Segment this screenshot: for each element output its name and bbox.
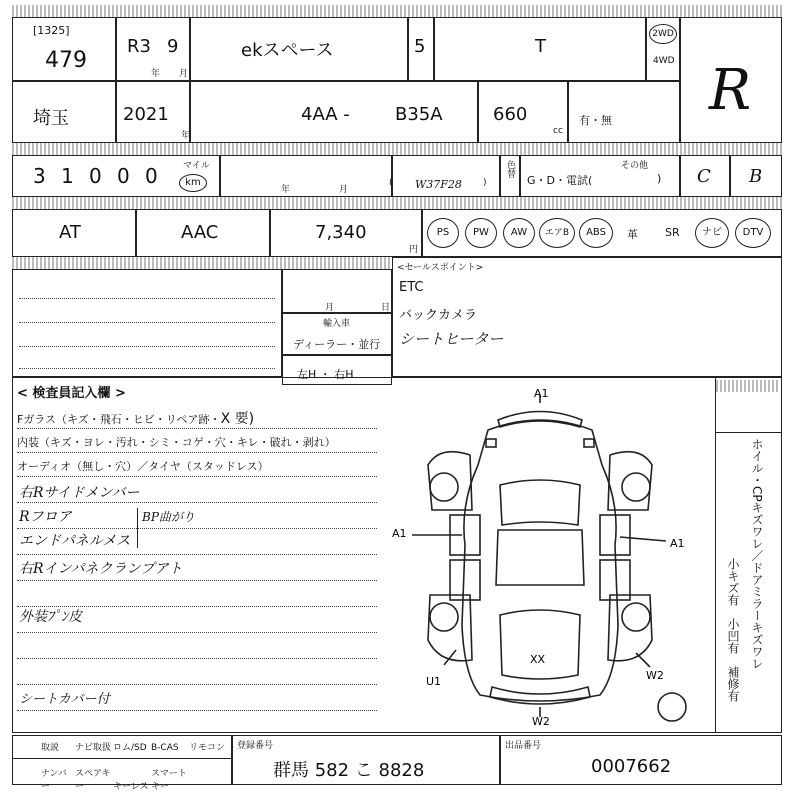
repair-line [19,346,275,347]
mileage-digits [33,164,173,188]
doors: 5 [414,36,426,57]
option-leather: 革 [627,228,638,241]
model-name: ekスペース [241,40,334,61]
sales-points-title: <セールスポイント> [397,263,484,273]
inspector-rule [17,684,377,685]
leader-line [620,537,666,541]
option-aw [503,218,535,248]
year-unit: 年 [151,69,161,79]
damage-label-left: A1 [392,527,407,540]
side-remarks-rule [716,432,782,433]
year-ad: 2021 [123,104,169,125]
grade-interior: B [749,166,763,187]
side-remarks-col1: ホイル・CPキズワレ／ドアミラーキズワレ [750,438,764,670]
repair-history-box [12,269,282,377]
plate: 群馬 582 こ 8828 [273,760,425,781]
fender-front-left [428,452,472,510]
grade-interior-box [730,155,782,197]
inspector-note: シートカバー付 [19,692,110,707]
year-box [116,17,190,81]
mileage-unit-top: マイル [183,161,210,171]
record-month: 月 [325,303,335,313]
color-paren-close: ) [483,178,487,188]
grade: T [535,36,546,57]
drive-4wd: 4WD [653,56,675,66]
option-dtv-label: DTV [742,227,764,238]
option-ps-label: PS [436,227,450,238]
wheel-rear-left [430,603,458,631]
inspector-rule [17,554,377,555]
damage-label-rear-left: U1 [426,675,442,688]
mileage-digit: 1 [61,164,74,188]
record-day: 日 [381,303,391,313]
inspector-line1-mark: X 要) [220,411,255,427]
import-label: 輸入車 [323,319,351,329]
plate-box [232,735,500,785]
footer-items-box [12,735,232,792]
color-options-close: ) [657,172,662,185]
inspector-rule [17,580,377,581]
inspection-year: 年 [281,185,291,195]
damage-label-rear-center: XX [530,653,546,666]
inspector-note: 右Rインパネクランプアト [19,561,183,577]
inspector-rule [17,476,377,477]
drive-box [646,17,680,81]
option-sr: SR [665,226,680,239]
spare-tire [658,693,686,721]
equipment-box [568,81,680,143]
inspector-line1-text: Fガラス（キズ・飛石・ヒビ・リペア跡・ [17,413,221,426]
recycle-fee: 7,340 [315,222,367,243]
transmission: AT [59,222,81,243]
rear-glass [500,610,580,679]
damage-label-rear: W2 [532,715,550,728]
inspection-month: 月 [339,185,349,195]
inspector-rule [17,502,377,503]
header-strip-row3 [12,197,782,209]
inspector-rule [17,528,377,529]
serial-label: 出品番号 [505,741,542,751]
inspector-line3: オーディオ（無し・穴）／タイヤ（スタッドレス） [17,460,269,473]
lot-box [12,17,116,81]
mileage-digit: 0 [117,164,130,188]
doors-box [408,17,434,81]
car-damage-diagram [380,385,700,730]
footer-items-rule [13,758,231,759]
dealer-label: ディーラー・並行 [293,338,381,351]
model-name-box [190,17,408,81]
mirror-right [584,439,594,447]
color-box [389,155,500,197]
side-remarks-box [715,378,782,732]
recycle-unit: 円 [409,245,419,255]
month-unit: 月 [179,69,189,79]
mileage-digit: 3 [33,164,46,188]
lot-number: 479 [45,48,87,73]
drive-2wd-circle [649,24,677,44]
score-box [680,17,782,143]
grade-box [434,17,646,81]
header-strip-row2 [12,143,782,155]
footer-item: スペアキー [75,769,111,792]
sales-point: ETC [399,280,424,295]
option-pw [465,218,497,248]
model-code-box [190,81,478,143]
reg-month: 9 [167,36,179,57]
side-remarks-header [716,380,778,392]
footer-item: ナビ取扱 [75,743,112,753]
roof-panel [500,480,580,525]
inspector-note: Rフロア [19,509,72,525]
year-ad-box [116,81,190,143]
repair-line [19,298,275,299]
option-navi [695,218,729,248]
mileage-digit: 0 [145,164,158,188]
inspector-line2: 内装（キズ・ヨレ・汚れ・シミ・コゲ・穴・キレ・破れ・剥れ） [17,436,336,449]
damage-label-front: A1 [534,387,549,400]
inspector-title: < 検査員記入欄 > [17,386,126,401]
color-options: G・D・電試( [527,174,593,187]
recycle-box [270,209,422,257]
mileage-digit: 0 [89,164,102,188]
damage-label-right: A1 [670,537,685,550]
sales-point: シートヒーター [399,330,504,348]
inspector-note: エンドパネルメス [19,533,131,549]
leader-line [636,653,650,667]
options-box [422,209,782,257]
aircon-box [136,209,270,257]
footer-item: リモコン [189,743,226,753]
model-code-left: 4AA - [301,104,350,125]
color-change-box [500,155,520,197]
footer-item: B-CAS [151,743,179,753]
model-code-right: B35A [395,104,443,125]
drive-2wd: 2WD [652,29,674,39]
inspector-note: 外装ﾌﾟﾝ皮 [19,609,82,625]
side-remarks-col2: 小キズ有 小凹有 補修有 [726,558,740,702]
inspector-line1 [17,408,254,428]
option-abs [579,218,613,248]
inspector-rule [17,658,377,659]
inspector-note: 右Rサイドメンバー [19,485,140,501]
sales-point: バックカメラ [399,308,478,323]
serial: 0007662 [591,756,672,777]
option-pw-label: PW [473,227,489,238]
repair-line [19,368,275,369]
color-options-box [520,155,680,197]
prefecture: 埼玉 [33,108,69,129]
import-box [282,313,392,355]
sales-points-box [392,257,782,377]
grade-exterior: C [697,166,711,187]
wheel-rear-right [622,603,650,631]
mileage-unit-km-circle [179,174,207,192]
year-era: R3 [127,36,151,57]
footer-item: 取説 [41,743,60,753]
inspector-rule [17,452,377,453]
header-strip-row4 [12,257,392,269]
wheel-front-left [430,473,458,501]
option-dtv [735,218,771,248]
year-ad-unit: 年 [181,131,191,141]
inspector-rule [17,632,377,633]
displacement-unit: cc [553,126,563,136]
footer-items-bottom [41,766,195,792]
footer-item: スマートキー [151,769,187,792]
serial-box [500,735,782,785]
footer-item: ロム/SD [113,743,147,753]
footer-items-top [41,740,229,753]
mileage-box [12,155,220,197]
wheel-front-right [622,473,650,501]
repair-line [19,322,275,323]
option-abs-label: ABS [586,227,606,238]
cabin-panel [496,530,584,585]
inspection-box [220,155,392,197]
color-change-label: 色替 [505,160,515,178]
footer-item: キーレス [113,782,149,792]
steering: 左H ・ 右H [297,368,354,381]
mileage-unit-km: km [185,177,201,188]
displacement-box [478,81,568,143]
color-paren-open: ( [389,178,393,188]
fender-front-right [608,452,652,510]
inspector-rule [17,428,377,429]
transmission-box [12,209,136,257]
color-other-label: その他 [621,161,649,171]
inspector-bracket-note: BP曲がり [137,508,195,548]
damage-label-rear-right: W2 [646,669,664,682]
grade-exterior-box [680,155,730,197]
record-box [282,269,392,313]
prefecture-box [12,81,116,143]
option-navi-label: ナビ [702,227,722,238]
option-aw-label: AW [510,227,528,238]
option-ps [427,218,459,248]
header-strip-row1 [12,5,782,17]
footer-item: ナンバー [41,769,67,792]
inspector-rule [17,710,377,711]
color-code: W37F28 [415,178,462,191]
plate-label: 登録番号 [237,741,274,751]
displacement: 660 [493,104,528,125]
aircon: AAC [181,222,219,243]
option-airbag-label: エアB [544,228,570,238]
equipment: 有・無 [579,114,612,127]
score-handwritten: R [709,58,752,123]
mirror-left [486,439,496,447]
lot-bracket: [1325] [33,24,70,37]
option-airbag [539,218,575,248]
